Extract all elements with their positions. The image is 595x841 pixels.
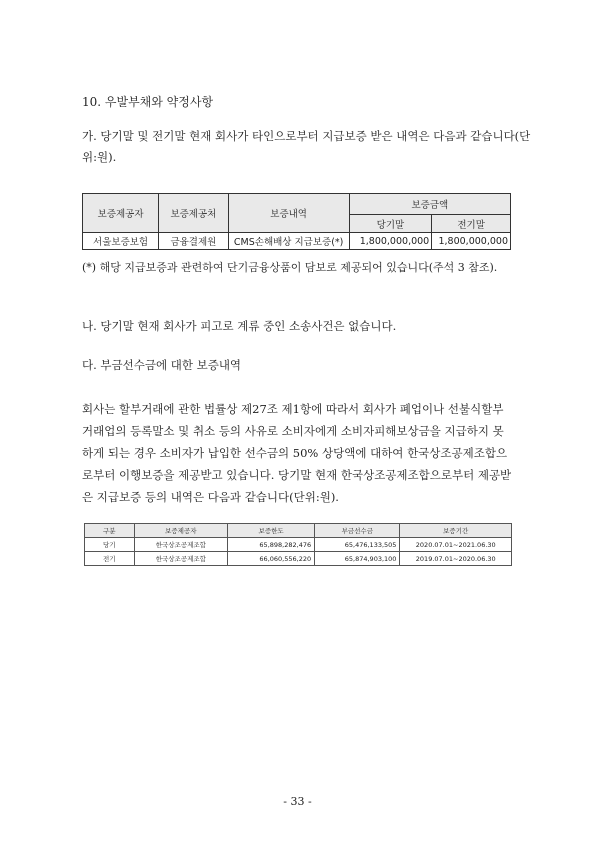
cell-period: 2020.07.01~2021.06.30 xyxy=(400,538,512,552)
page-number: - 33 - xyxy=(283,795,312,808)
cell-category: 당기 xyxy=(85,538,135,552)
prepayment-guarantee-table xyxy=(84,523,512,566)
cell-period: 2019.07.01~2020.06.30 xyxy=(400,552,512,566)
guarantee-footnote: (*) 해당 지급보증과 관련하여 단기금융상품이 담보로 제공되어 있습니다(주석 3 참조). xyxy=(82,261,498,274)
cell-current: 1,800,000,000 xyxy=(349,233,432,250)
header-provider: 보증제공자 xyxy=(83,194,159,233)
header-beneficiary: 보증제공처 xyxy=(159,194,228,233)
header-category: 구분 xyxy=(85,524,135,538)
cell-provider: 한국상조공제조합 xyxy=(134,538,228,552)
cell-prior: 1,800,000,000 xyxy=(432,233,511,250)
section-title: 10. 우발부채와 약정사항 xyxy=(82,95,214,109)
header-current: 당기말 xyxy=(349,215,432,233)
cell-limit: 66,060,556,220 xyxy=(228,552,315,566)
header-amount: 보증금액 xyxy=(349,194,510,215)
cell-limit: 65,898,282,476 xyxy=(228,538,315,552)
cell-detail: CMS손해배상 지급보증(*) xyxy=(228,233,349,250)
guarantee-table xyxy=(82,193,511,250)
paragraph-da: 다. 부금선수금에 대한 보증내역 xyxy=(82,358,242,372)
cell-prepayment: 65,874,903,100 xyxy=(315,552,400,566)
table-row xyxy=(85,552,512,566)
header-prepayment: 부금선수금 xyxy=(315,524,400,538)
cell-category: 전기 xyxy=(85,552,135,566)
cell-beneficiary: 금융결제원 xyxy=(159,233,228,250)
cell-prepayment: 65,476,133,505 xyxy=(315,538,400,552)
header-period: 보증기간 xyxy=(400,524,512,538)
header-limit: 보증한도 xyxy=(228,524,315,538)
paragraph-ga: 가. 당기말 및 전기말 현재 회사가 타인으로부터 지급보증 받은 내역은 다음과 같습니다(단위:원). xyxy=(82,129,531,164)
cell-provider: 서울보증보험 xyxy=(83,233,159,250)
header-provider: 보증제공자 xyxy=(134,524,228,538)
paragraph-body: 회사는 할부거래에 관한 법률상 제27조 제1항에 따라서 회사가 폐업이나 선불식할부거래업의 등록말소 및 취소 등의 사유로 소비자에게 소비자피해보상금을 지급하지 못하게 되는 경우 소비자가 납입한 선수금의 50% 상당액에 대하여 한국상조공제조합으로부터 이행보증을 제공받고 있습니다. 당기말 현재 한국상조공제조합으로부터 제공받은 지급보증 등의 내역은 다음과 같습니다(단위:원). xyxy=(82,402,512,504)
header-detail: 보증내역 xyxy=(228,194,349,233)
table-row xyxy=(85,538,512,552)
cell-provider: 한국상조공제조합 xyxy=(134,552,228,566)
header-prior: 전기말 xyxy=(432,215,511,233)
paragraph-na: 나. 당기말 현재 회사가 피고로 계류 중인 소송사건은 없습니다. xyxy=(82,319,397,333)
